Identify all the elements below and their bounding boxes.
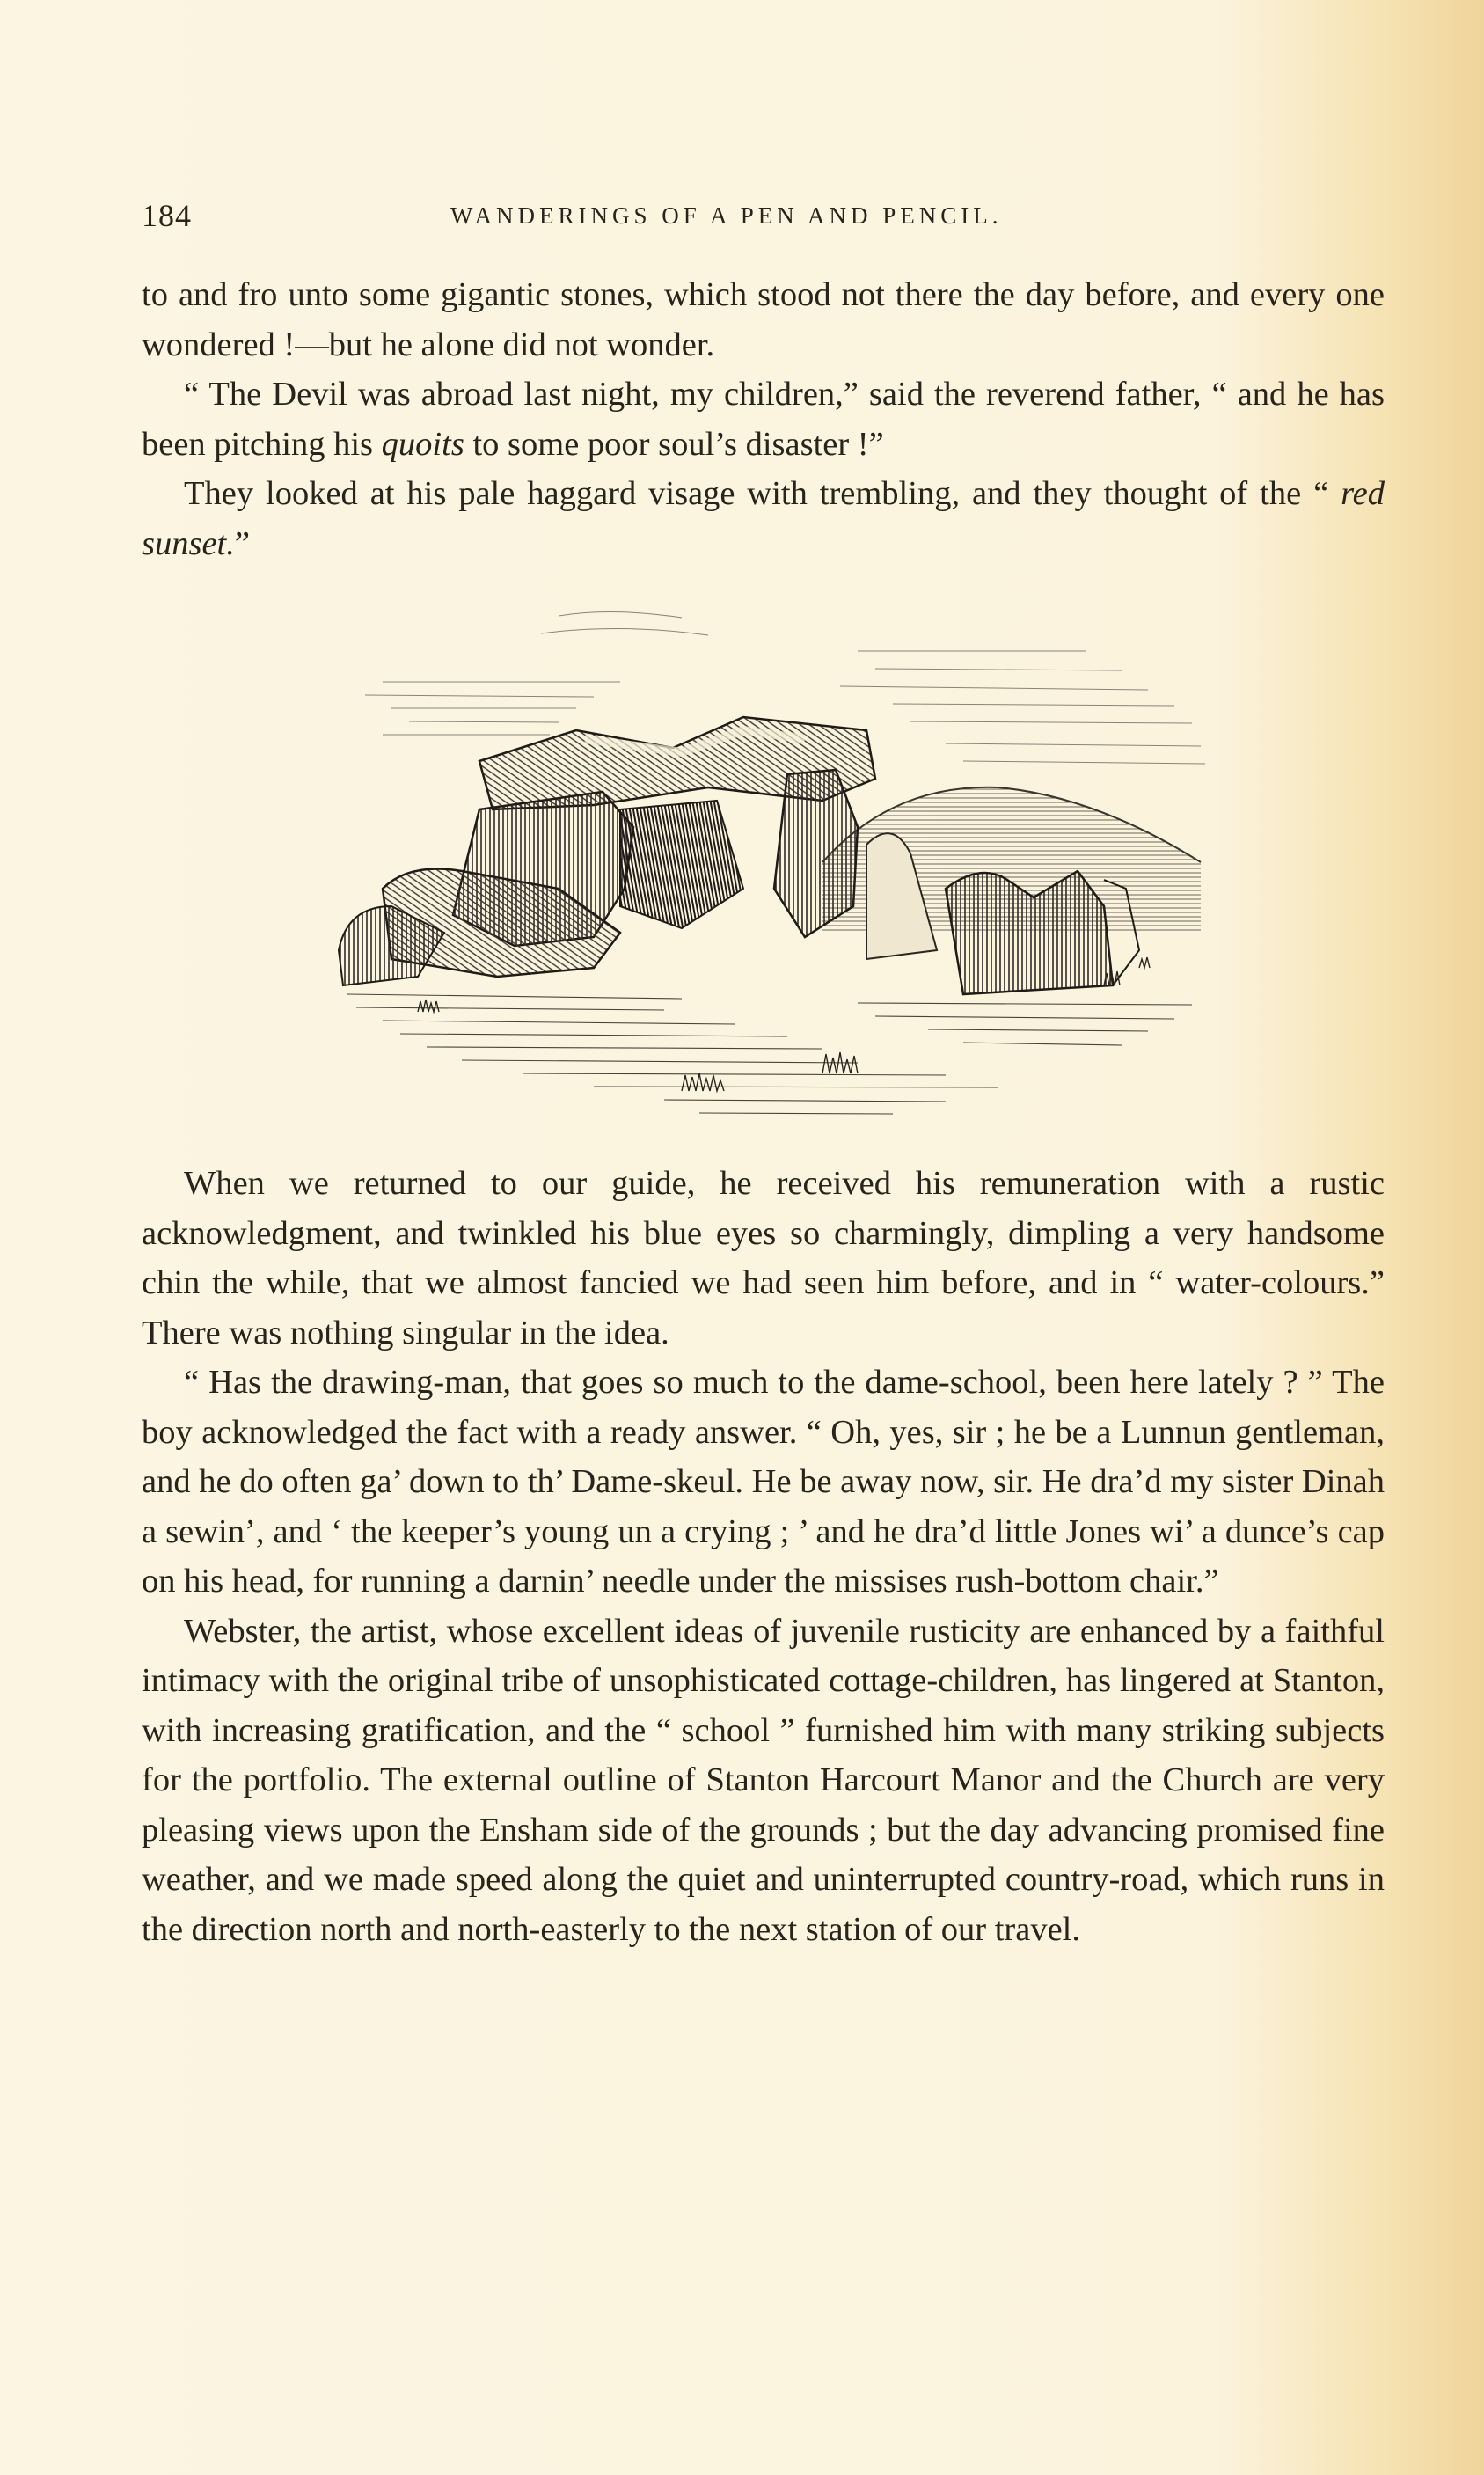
- chamber-opening: [620, 801, 743, 928]
- text-block-bottom: [142, 1159, 1385, 1954]
- paragraph-6: Webster, the artist, whose excellent ideas of juvenile rusticity are enhanced by a faithful intimacy with the original tribe of unsophisticated cottage-children, has lingered at Stanton, with increasing gratification, and the “ school ” furnished him with many striking subjects for the portfolio. The external outline of Stanton Harcourt Manor and the Church are very pleasing views upon the Ensham side of the grounds ; but the day advancing promised fine weather, and we made speed along the quiet and uninterrupted country-road, which runs in the direction north and north-easterly to the next station of our travel.: [142, 1612, 1385, 1948]
- page-number: 184: [142, 198, 192, 233]
- page-header: [142, 197, 1385, 243]
- paragraph-3: [142, 469, 1385, 568]
- running-title: WANDERINGS OF A PEN AND PENCIL.: [450, 202, 1003, 229]
- standing-stones-engraving: [330, 598, 1210, 1126]
- paragraph-1: to and fro unto some gigantic stones, which stood not there the day before, and every one wondered !—but he alone did not wonder.: [142, 276, 1385, 363]
- text-block-top: [142, 270, 1385, 568]
- paragraph-3-italic: red sunset.: [142, 475, 1385, 562]
- paragraph-2-part-b: to some poor soul’s disaster !”: [464, 425, 884, 463]
- engraving-illustration: [330, 598, 1210, 1126]
- ground-hatching: [347, 994, 1192, 1114]
- upright-stone-middle: [774, 770, 858, 937]
- paragraph-2-italic: quoits: [381, 425, 464, 463]
- paragraph-3-part-b: ”: [234, 524, 250, 562]
- paragraph-2: [142, 370, 1385, 469]
- paragraph-4: When we returned to our guide, he received his remuneration with a rustic acknowledgment, and twinkled his blue eyes so charmingly, dimpling a very handsome chin the while, that we almost fancied we had seen him before, and in “ water-colours.” There was nothing singular in the idea.: [142, 1165, 1385, 1351]
- paragraph-5: “ Has the drawing-man, that goes so much to the dame-school, been here lately ? ” The boy acknowledged the fact with a ready answer. “ Oh, yes, sir ; he be a Lunnun gentleman, and he do often ga’ down to th’ Dame-skeul. He be away now, sir. He dra’d my sister Dinah a sewin’, and ‘ the keeper’s young un a crying ; ’ and he dra’d little Jones wi’ a dunce’s cap on his head, for running a darnin’ needle under the missises rush-bottom chair.”: [142, 1364, 1385, 1600]
- paragraph-2-part-a: “ The Devil was abroad last night, my children,” said the reverend father, “ and he has been pitching his: [142, 376, 1385, 463]
- paragraph-3-part-a: They looked at his pale haggard visage with trembling, and they thought of the “: [184, 475, 1341, 512]
